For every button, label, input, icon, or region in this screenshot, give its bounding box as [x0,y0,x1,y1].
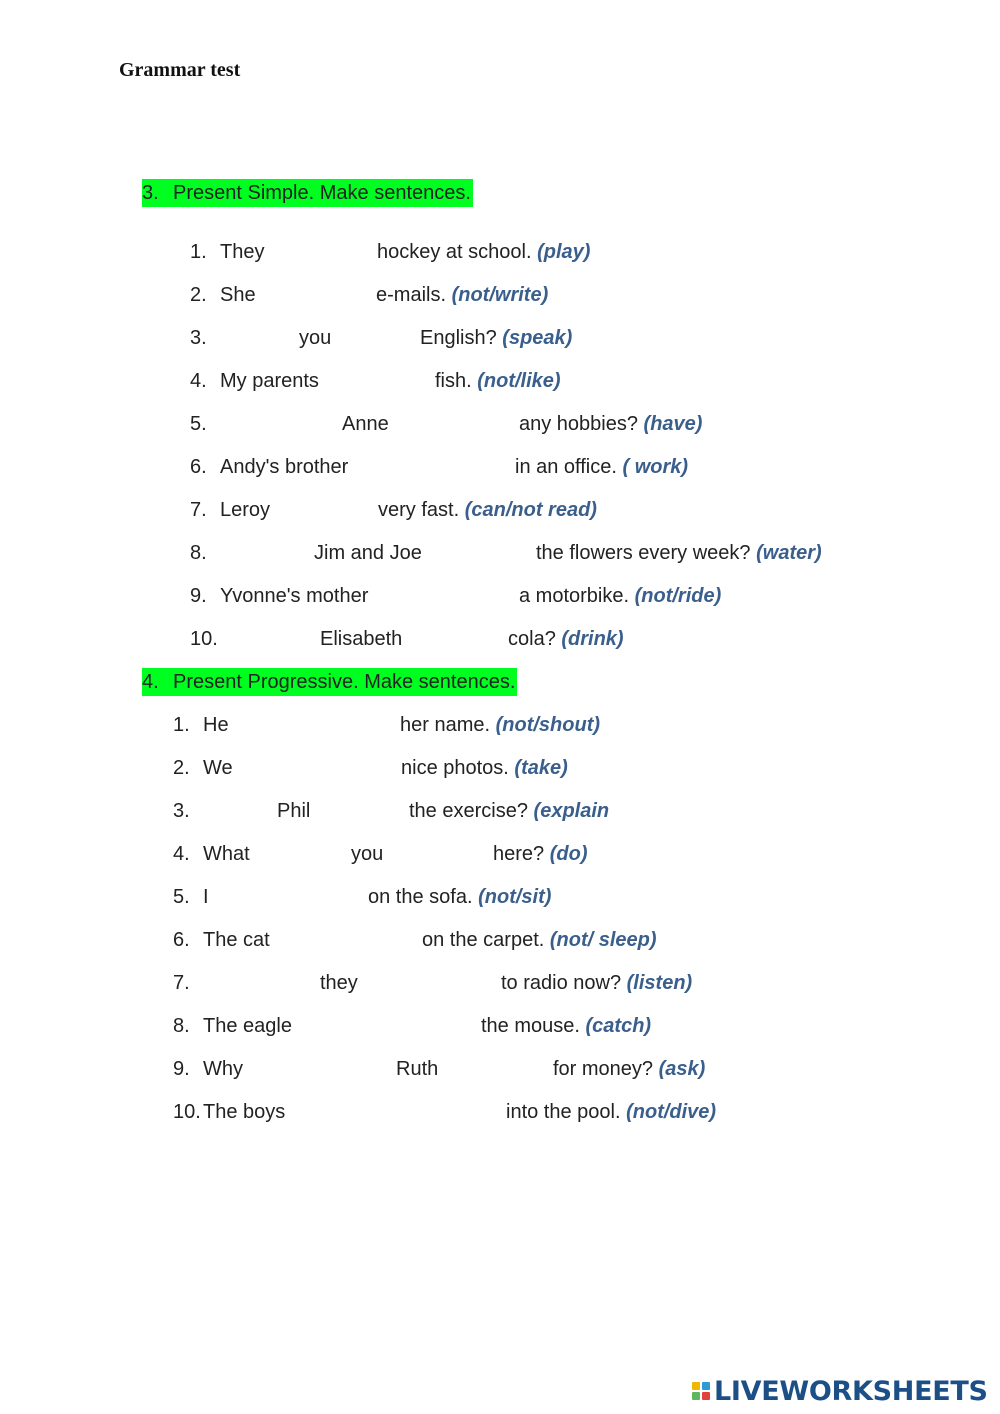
sentence-fragment: a motorbike. (not/ride) [519,585,722,607]
item-number: 9. [173,1058,190,1080]
logo-text: LIVEWORKSHEETS [714,1375,988,1407]
sentence-fragment: Leroy [220,499,271,521]
sentence-fragment: I [203,886,209,908]
item-number: 8. [190,542,207,564]
verb-hint: (water) [756,542,822,564]
section-heading-text: Present Simple. Make sentences. [173,182,471,204]
item-number: 3. [190,327,207,349]
section-heading-present-simple [142,179,473,207]
item-number: 8. [173,1015,190,1037]
item-number: 4. [190,370,207,392]
verb-hint: (catch) [585,1015,652,1037]
section-heading-present-progressive [142,668,517,696]
sentence-fragment: Why [203,1058,243,1080]
sentence-fragment: in an office. ( work) [515,456,689,478]
sentence-fragment: English? (speak) [420,327,573,349]
sentence-fragment: They [220,241,265,263]
logo-tile [692,1382,700,1390]
section-heading-text: Present Progressive. Make sentences. [173,671,516,693]
logo-tile [692,1392,700,1400]
sentence-fragment: Ruth [396,1058,439,1080]
sentence-fragment: you [299,327,332,349]
verb-hint: (not/sit) [478,886,552,908]
item-number: 5. [173,886,190,908]
sentence-fragment: She [220,284,256,306]
liveworksheets-logo [692,1374,988,1408]
page-title: Grammar test [119,59,241,81]
item-number: 6. [190,456,207,478]
verb-hint: (can/not read) [464,499,597,521]
sentence-fragment: for money? (ask) [553,1058,706,1080]
verb-hint: (ask) [658,1058,706,1080]
sentence-fragment: He [203,714,229,736]
item-number: 1. [190,241,207,263]
verb-hint: (listen) [626,972,693,994]
sentence-fragment: Jim and Joe [314,542,422,564]
sentence-fragment: on the carpet. (not/ sleep) [422,929,657,951]
sentence-fragment: on the sofa. (not/sit) [368,886,552,908]
sentence-fragment: here? (do) [493,843,588,865]
sentence-fragment: they [320,972,358,994]
item-number: 5. [190,413,207,435]
sentence-fragment: the exercise? (explain [409,800,610,822]
item-number: 7. [190,499,207,521]
item-number: 4. [173,843,190,865]
sentence-fragment: My parents [220,370,319,392]
sentence-fragment: We [203,757,233,779]
sentence-fragment: fish. (not/like) [435,370,561,392]
sentence-fragment: The boys [203,1101,286,1123]
sentence-fragment: hockey at school. (play) [377,241,591,263]
verb-hint: (have) [643,413,703,435]
sentence-fragment: What [203,843,250,865]
item-number: 9. [190,585,207,607]
sentence-fragment: The eagle [203,1015,292,1037]
logo-tiles-icon [692,1382,710,1400]
item-number: 10. [173,1101,201,1123]
sentence-fragment: into the pool. (not/dive) [506,1101,717,1123]
sentence-fragment: the flowers every week? (water) [536,542,822,564]
verb-hint: (not/ sleep) [549,929,657,951]
sentence-fragment: e-mails. (not/write) [376,284,549,306]
verb-hint: (drink) [561,628,624,650]
logo-tile [702,1392,710,1400]
section-number: 4. [142,671,159,693]
verb-hint: (not/write) [451,284,549,306]
sentence-fragment: Elisabeth [320,628,403,650]
sentence-fragment: The cat [203,929,270,951]
verb-hint: (explain [533,800,610,822]
sentence-fragment: Anne [342,413,389,435]
item-number: 6. [173,929,190,951]
verb-hint: ( work) [622,456,689,478]
sentence-fragment: nice photos. (take) [401,757,568,779]
item-number: 1. [173,714,190,736]
verb-hint: (do) [549,843,588,865]
verb-hint: (not/shout) [495,714,601,736]
item-number: 2. [190,284,207,306]
sentence-fragment: to radio now? (listen) [501,972,693,994]
verb-hint: (play) [537,241,591,263]
sentence-fragment: Phil [277,800,311,822]
sentence-fragment: Andy's brother [220,456,349,478]
item-number: 2. [173,757,190,779]
sentence-fragment: her name. (not/shout) [400,714,601,736]
verb-hint: (speak) [502,327,573,349]
item-number: 3. [173,800,190,822]
sentence-fragment: Yvonne's mother [220,585,369,607]
sentence-fragment: you [351,843,384,865]
sentence-fragment: very fast. (can/not read) [378,499,597,521]
sentence-fragment: the mouse. (catch) [481,1015,652,1037]
item-number: 10. [190,628,218,650]
sentence-fragment: any hobbies? (have) [519,413,703,435]
verb-hint: (not/ride) [634,585,722,607]
item-number: 7. [173,972,190,994]
logo-tile [702,1382,710,1390]
verb-hint: (take) [514,757,568,779]
verb-hint: (not/like) [477,370,561,392]
sentence-fragment: cola? (drink) [508,628,624,650]
verb-hint: (not/dive) [626,1101,717,1123]
section-number: 3. [142,182,159,204]
